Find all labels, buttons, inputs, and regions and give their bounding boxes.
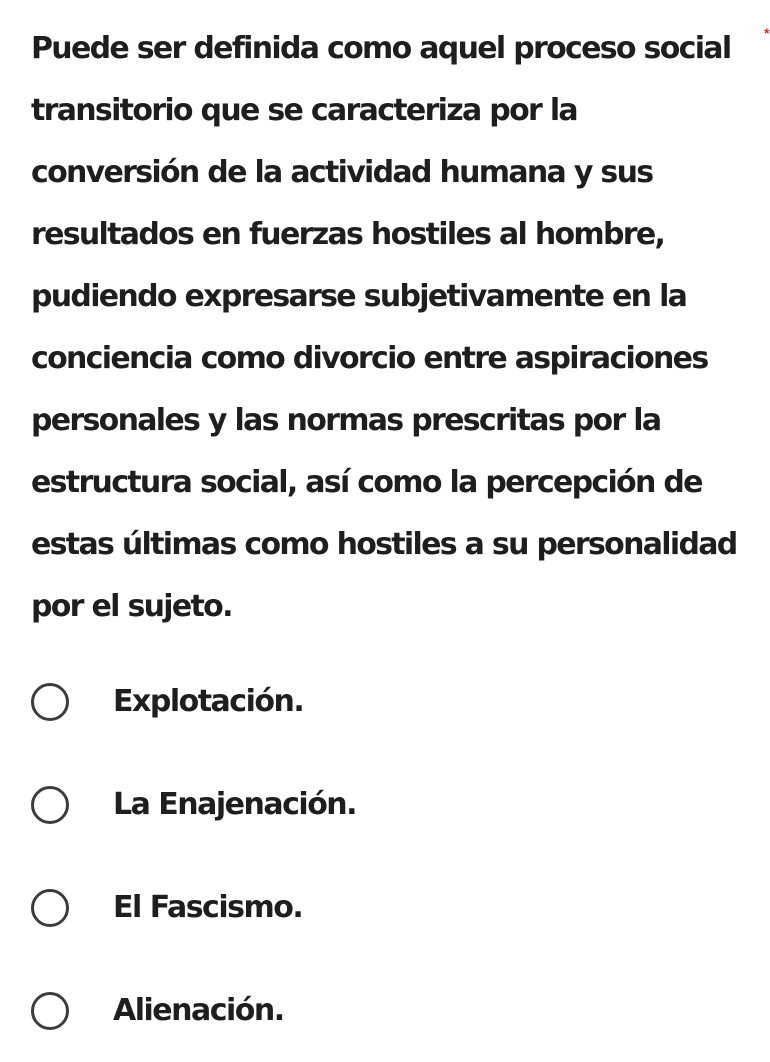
option-label: El Fascismo. <box>113 890 303 925</box>
option-alienacion[interactable] <box>0 959 770 1062</box>
option-explotacion[interactable] <box>0 650 770 753</box>
option-el-fascismo[interactable] <box>0 856 770 959</box>
radio-button-icon[interactable] <box>31 786 69 824</box>
radio-button-icon[interactable] <box>31 889 69 927</box>
radio-button-icon[interactable] <box>31 683 69 721</box>
radio-button-icon[interactable] <box>31 992 69 1030</box>
option-label: Alienación. <box>113 993 284 1028</box>
question-text: Puede ser definida como aquel proceso social transitorio que se caracteriza por la conversión de la actividad humana y sus resultados en fuerzas hostiles al hombre, pudiendo expresarse subjetivamente en la conciencia como divorcio entre aspiraciones personales y las normas prescritas por la estructura social, así como la percepción de estas últimas como hostiles a su personalidad por el sujeto. <box>31 31 737 624</box>
option-label: La Enajenación. <box>113 787 357 822</box>
required-asterisk: * <box>764 25 770 41</box>
option-label: Explotación. <box>113 684 304 719</box>
option-la-enajenacion[interactable] <box>0 753 770 856</box>
answer-options <box>0 650 770 1062</box>
